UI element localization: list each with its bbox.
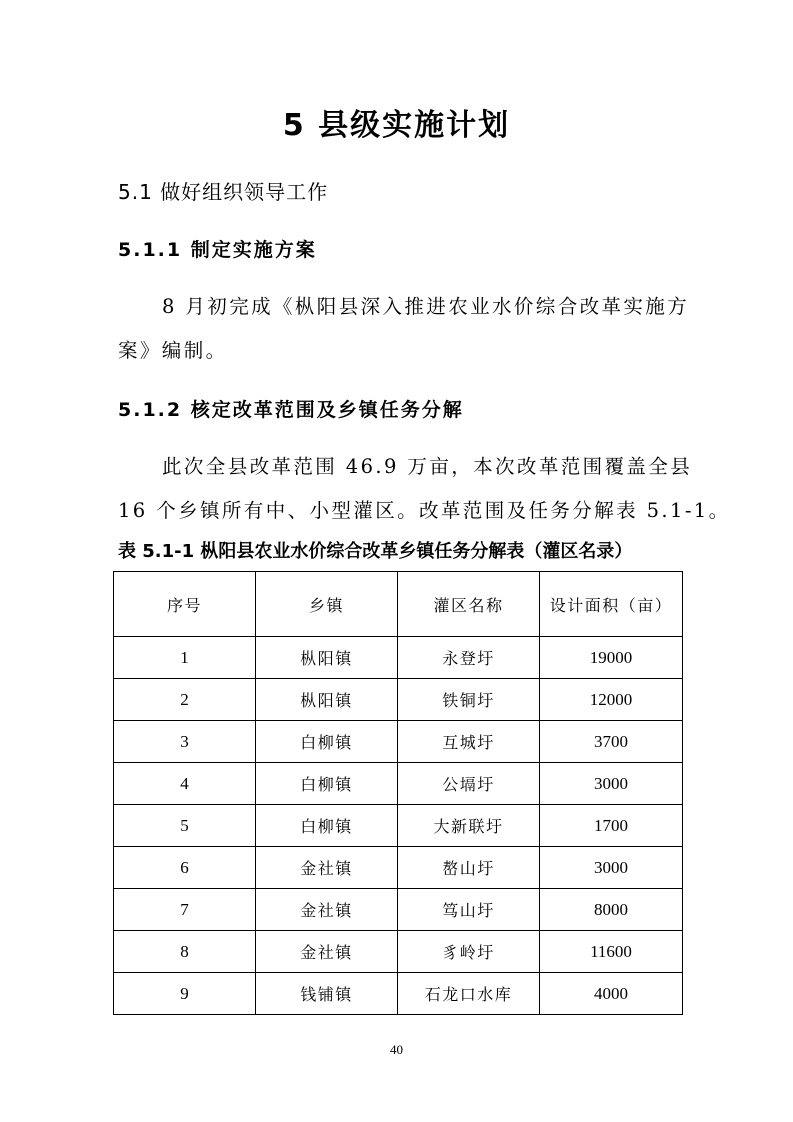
subsection-heading-5-1-2: 5.1.2 核定改革范围及乡镇任务分解	[118, 399, 464, 421]
cell-design-area: 1700	[540, 805, 683, 847]
cell-town: 金社镇	[256, 847, 398, 889]
section-heading: 5.1 做好组织领导工作	[118, 180, 329, 204]
cell-design-area: 3000	[540, 763, 683, 805]
cell-irrigation-area: 永登圩	[398, 637, 540, 679]
cell-irrigation-area: 大新联圩	[398, 805, 540, 847]
table-row	[114, 889, 683, 931]
cell-town: 金社镇	[256, 931, 398, 973]
cell-irrigation-area: 公塥圩	[398, 763, 540, 805]
cell-irrigation-area: 互城圩	[398, 721, 540, 763]
irrigation-task-table	[113, 571, 683, 1015]
cell-index: 8	[114, 931, 256, 973]
cell-irrigation-area: 笃山圩	[398, 889, 540, 931]
column-header-irrigation-area: 灌区名称	[398, 572, 540, 637]
cell-irrigation-area: 嶅山圩	[398, 847, 540, 889]
cell-design-area: 3700	[540, 721, 683, 763]
cell-design-area: 3000	[540, 847, 683, 889]
paragraph-line: 8 月初完成《枞阳县深入推进农业水价综合改革实施方	[162, 295, 690, 318]
paragraph-line: 案》编制。	[118, 339, 228, 362]
cell-index: 9	[114, 973, 256, 1015]
paragraph-5-1-2	[118, 445, 731, 533]
page-number: 40	[390, 1042, 403, 1057]
cell-index: 5	[114, 805, 256, 847]
cell-design-area: 19000	[540, 637, 683, 679]
cell-design-area: 11600	[540, 931, 683, 973]
cell-index: 7	[114, 889, 256, 931]
cell-index: 4	[114, 763, 256, 805]
cell-irrigation-area: 铁铜圩	[398, 679, 540, 721]
cell-index: 6	[114, 847, 256, 889]
cell-index: 2	[114, 679, 256, 721]
paragraph-5-1-1	[118, 285, 690, 373]
column-header-design-area: 设计面积（亩）	[540, 572, 683, 637]
cell-town: 白柳镇	[256, 721, 398, 763]
cell-design-area: 4000	[540, 973, 683, 1015]
cell-index: 3	[114, 721, 256, 763]
table-row	[114, 847, 683, 889]
cell-town: 钱铺镇	[256, 973, 398, 1015]
cell-design-area: 12000	[540, 679, 683, 721]
paragraph-line: 此次全县改革范围 46.9 万亩，本次改革范围覆盖全县	[162, 455, 693, 478]
table-row	[114, 679, 683, 721]
cell-design-area: 8000	[540, 889, 683, 931]
cell-town: 白柳镇	[256, 805, 398, 847]
table-row	[114, 931, 683, 973]
cell-irrigation-area: 豸岭圩	[398, 931, 540, 973]
cell-irrigation-area: 石龙口水库	[398, 973, 540, 1015]
column-header-index: 序号	[114, 572, 256, 637]
cell-index: 1	[114, 637, 256, 679]
table-row	[114, 721, 683, 763]
table-row	[114, 763, 683, 805]
table-row	[114, 805, 683, 847]
table-header-row	[114, 572, 683, 637]
page-title: 5 县级实施计划	[282, 108, 511, 143]
table-caption: 表 5.1-1 枞阳县农业水价综合改革乡镇任务分解表（灌区名录）	[118, 541, 633, 562]
table-row	[114, 973, 683, 1015]
cell-town: 金社镇	[256, 889, 398, 931]
paragraph-line: 16 个乡镇所有中、小型灌区。改革范围及任务分解表 5.1-1。	[118, 499, 731, 522]
cell-town: 白柳镇	[256, 763, 398, 805]
cell-town: 枞阳镇	[256, 637, 398, 679]
table-row	[114, 637, 683, 679]
column-header-town: 乡镇	[256, 572, 398, 637]
cell-town: 枞阳镇	[256, 679, 398, 721]
subsection-heading-5-1-1: 5.1.1 制定实施方案	[118, 239, 317, 261]
